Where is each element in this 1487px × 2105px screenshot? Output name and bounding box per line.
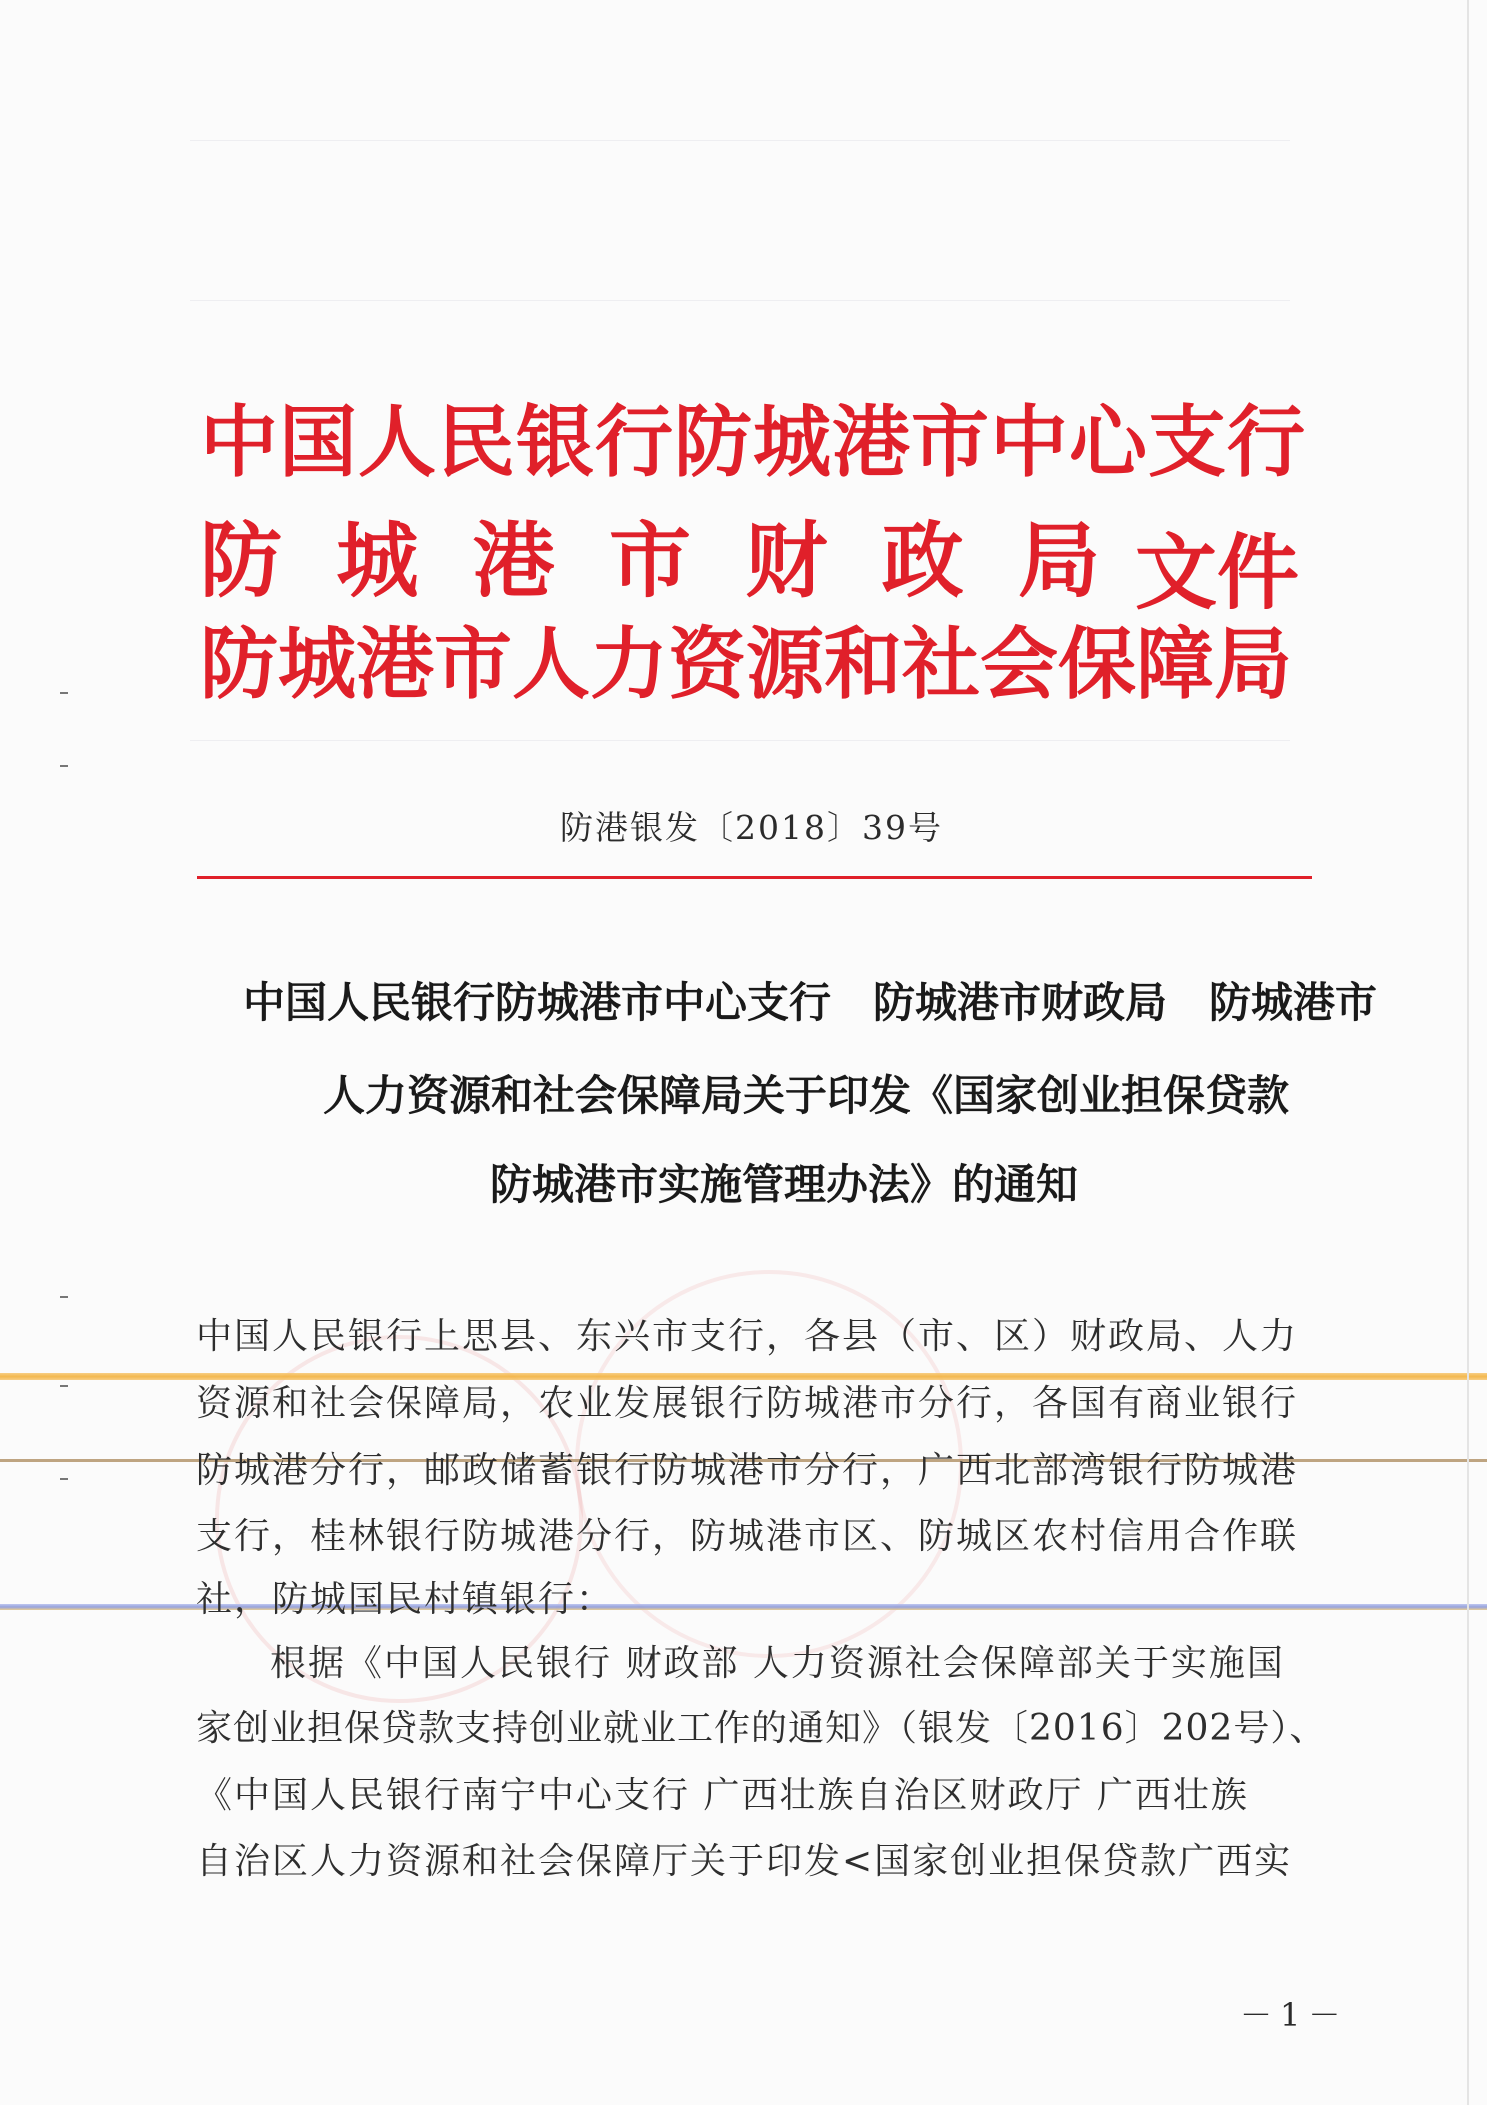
body-text-line: 支行，桂林银行防城港分行，防城港市区、防城区农村信用合作联 — [196, 1516, 1299, 1557]
issuer-name-3: 防城港市人力资源和社会保障局 — [200, 619, 1293, 710]
issuer-2-char: 财 — [745, 513, 828, 609]
issuer-2-char: 防 — [200, 513, 283, 609]
document-type-label: 文件 — [1135, 525, 1300, 621]
body-text-line: 自治区人力资源和社会保障厅关于印发<国家创业担保贷款广西实 — [196, 1841, 1293, 1882]
body-text-line: 社，防城国民村镇银行： — [196, 1579, 615, 1620]
scan-artifact — [190, 740, 1290, 741]
margin-mark — [60, 1385, 68, 1387]
body-text-line: 家创业担保贷款支持创业就业工作的通知》（银发〔2016〕202号）、 — [196, 1708, 1327, 1749]
document-title-line-3: 防城港市实施管理办法》的通知 — [490, 1160, 1079, 1209]
body-text-line: 资源和社会保障局，农业发展银行防城港市分行，各国有商业银行 — [196, 1383, 1299, 1424]
document-title-line-1: 中国人民银行防城港市中心支行 防城港市财政局 防城港市 — [243, 978, 1378, 1027]
issuer-name-2 — [200, 496, 1100, 613]
margin-mark — [60, 1478, 68, 1480]
issuer-2-char: 港 — [472, 513, 555, 609]
issuer-2-char: 局 — [1017, 513, 1100, 609]
document-title-line-2: 人力资源和社会保障局关于印发《国家创业担保贷款 — [323, 1071, 1290, 1120]
red-divider-line — [197, 876, 1312, 879]
body-text-line: 《中国人民银行南宁中心支行 广西壮族自治区财政厅 广西壮族 — [196, 1775, 1249, 1816]
issuer-2-char: 市 — [608, 513, 691, 609]
margin-mark — [60, 692, 68, 694]
body-text-line: 防城港分行，邮政储蓄银行防城港市分行，广西北部湾银行防城港 — [196, 1450, 1299, 1491]
issuer-2-char: 政 — [881, 513, 964, 609]
issuer-2-char: 城 — [336, 513, 419, 609]
body-text-line: 根据《中国人民银行 财政部 人力资源社会保障部关于实施国 — [270, 1643, 1285, 1684]
margin-mark — [60, 765, 68, 767]
issuer-name-1: 中国人民银行防城港市中心支行 — [200, 397, 1307, 488]
body-text-line: 中国人民银行上思县、东兴市支行，各县（市、区）财政局、人力 — [196, 1316, 1299, 1357]
margin-mark — [60, 1296, 68, 1298]
scan-artifact — [190, 140, 1290, 141]
document-number: 防港银发〔2018〕39号 — [560, 808, 943, 847]
page-number: －1－ — [1240, 1996, 1349, 2034]
scan-artifact — [190, 300, 1290, 301]
